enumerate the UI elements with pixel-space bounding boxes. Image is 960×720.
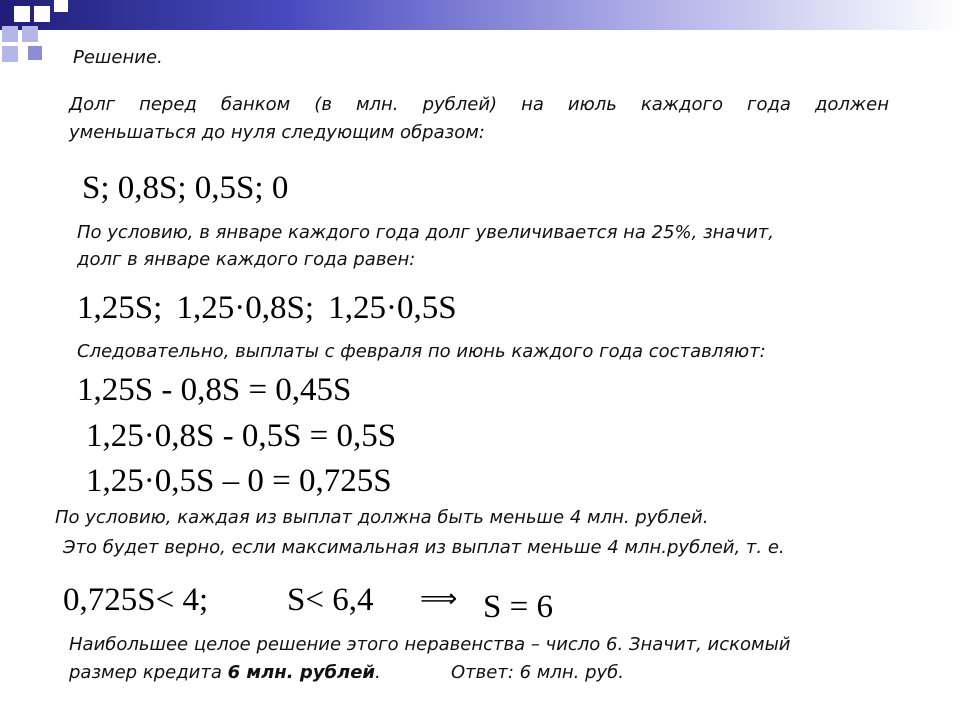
upper-bound: S< 6,4 (287, 582, 374, 618)
condition-line-1: По условию, в январе каждого года долг увеличивается на 25%, значит, (77, 222, 774, 243)
decorative-square (22, 26, 38, 42)
answer-text: Ответ: 6 млн. руб. (451, 662, 624, 683)
result-equation: S = 6 (483, 589, 553, 625)
payment-formula-2: 1,25·0,8S - 0,5S = 0,5S (86, 418, 397, 454)
implies-icon: ⟹ (420, 584, 458, 614)
constraint-line-1: По условию, каждая из выплат должна быть меньше 4 млн. рублей. (55, 507, 709, 528)
decorative-square (28, 46, 42, 60)
conclusion-dot: . (375, 662, 381, 683)
conclusion-line-2 (69, 662, 381, 683)
decorative-square (54, 0, 68, 12)
payments-intro: Следовательно, выплаты с февраля по июнь каждого года составляют: (77, 341, 766, 362)
debt-sequence: S; 0,8S; 0,5S; 0 (82, 170, 289, 206)
solution-heading: Решение. (73, 47, 163, 68)
decorative-square (2, 26, 18, 42)
decorative-square (2, 46, 18, 62)
inequality: 0,725S< 4; (63, 582, 209, 618)
credit-amount: 6 млн. рублей (227, 662, 376, 683)
condition-line-2: долг в январе каждого года равен: (77, 249, 416, 270)
january-debt-formula: 1,25S; 1,25·0,8S; 1,25·0,5S (77, 290, 457, 326)
constraint-line-2: Это будет верно, если максимальная из выплат меньше 4 млн.рублей, т. е. (63, 537, 785, 558)
conclusion-prefix: размер кредита (69, 662, 228, 683)
intro-line-2: уменьшаться до нуля следующим образом: (69, 122, 485, 143)
intro-line-1: Долг перед банком (в млн. рублей) на июль каждого года должен (69, 94, 889, 115)
payment-formula-1: 1,25S - 0,8S = 0,45S (77, 372, 352, 408)
payment-formula-3: 1,25·0,5S – 0 = 0,725S (86, 463, 392, 499)
decorative-square (34, 6, 50, 22)
conclusion-line-1: Наибольшее целое решение этого неравенства – число 6. Значит, искомый (69, 634, 791, 655)
decorative-header-bar (0, 0, 960, 30)
decorative-square (14, 6, 30, 22)
